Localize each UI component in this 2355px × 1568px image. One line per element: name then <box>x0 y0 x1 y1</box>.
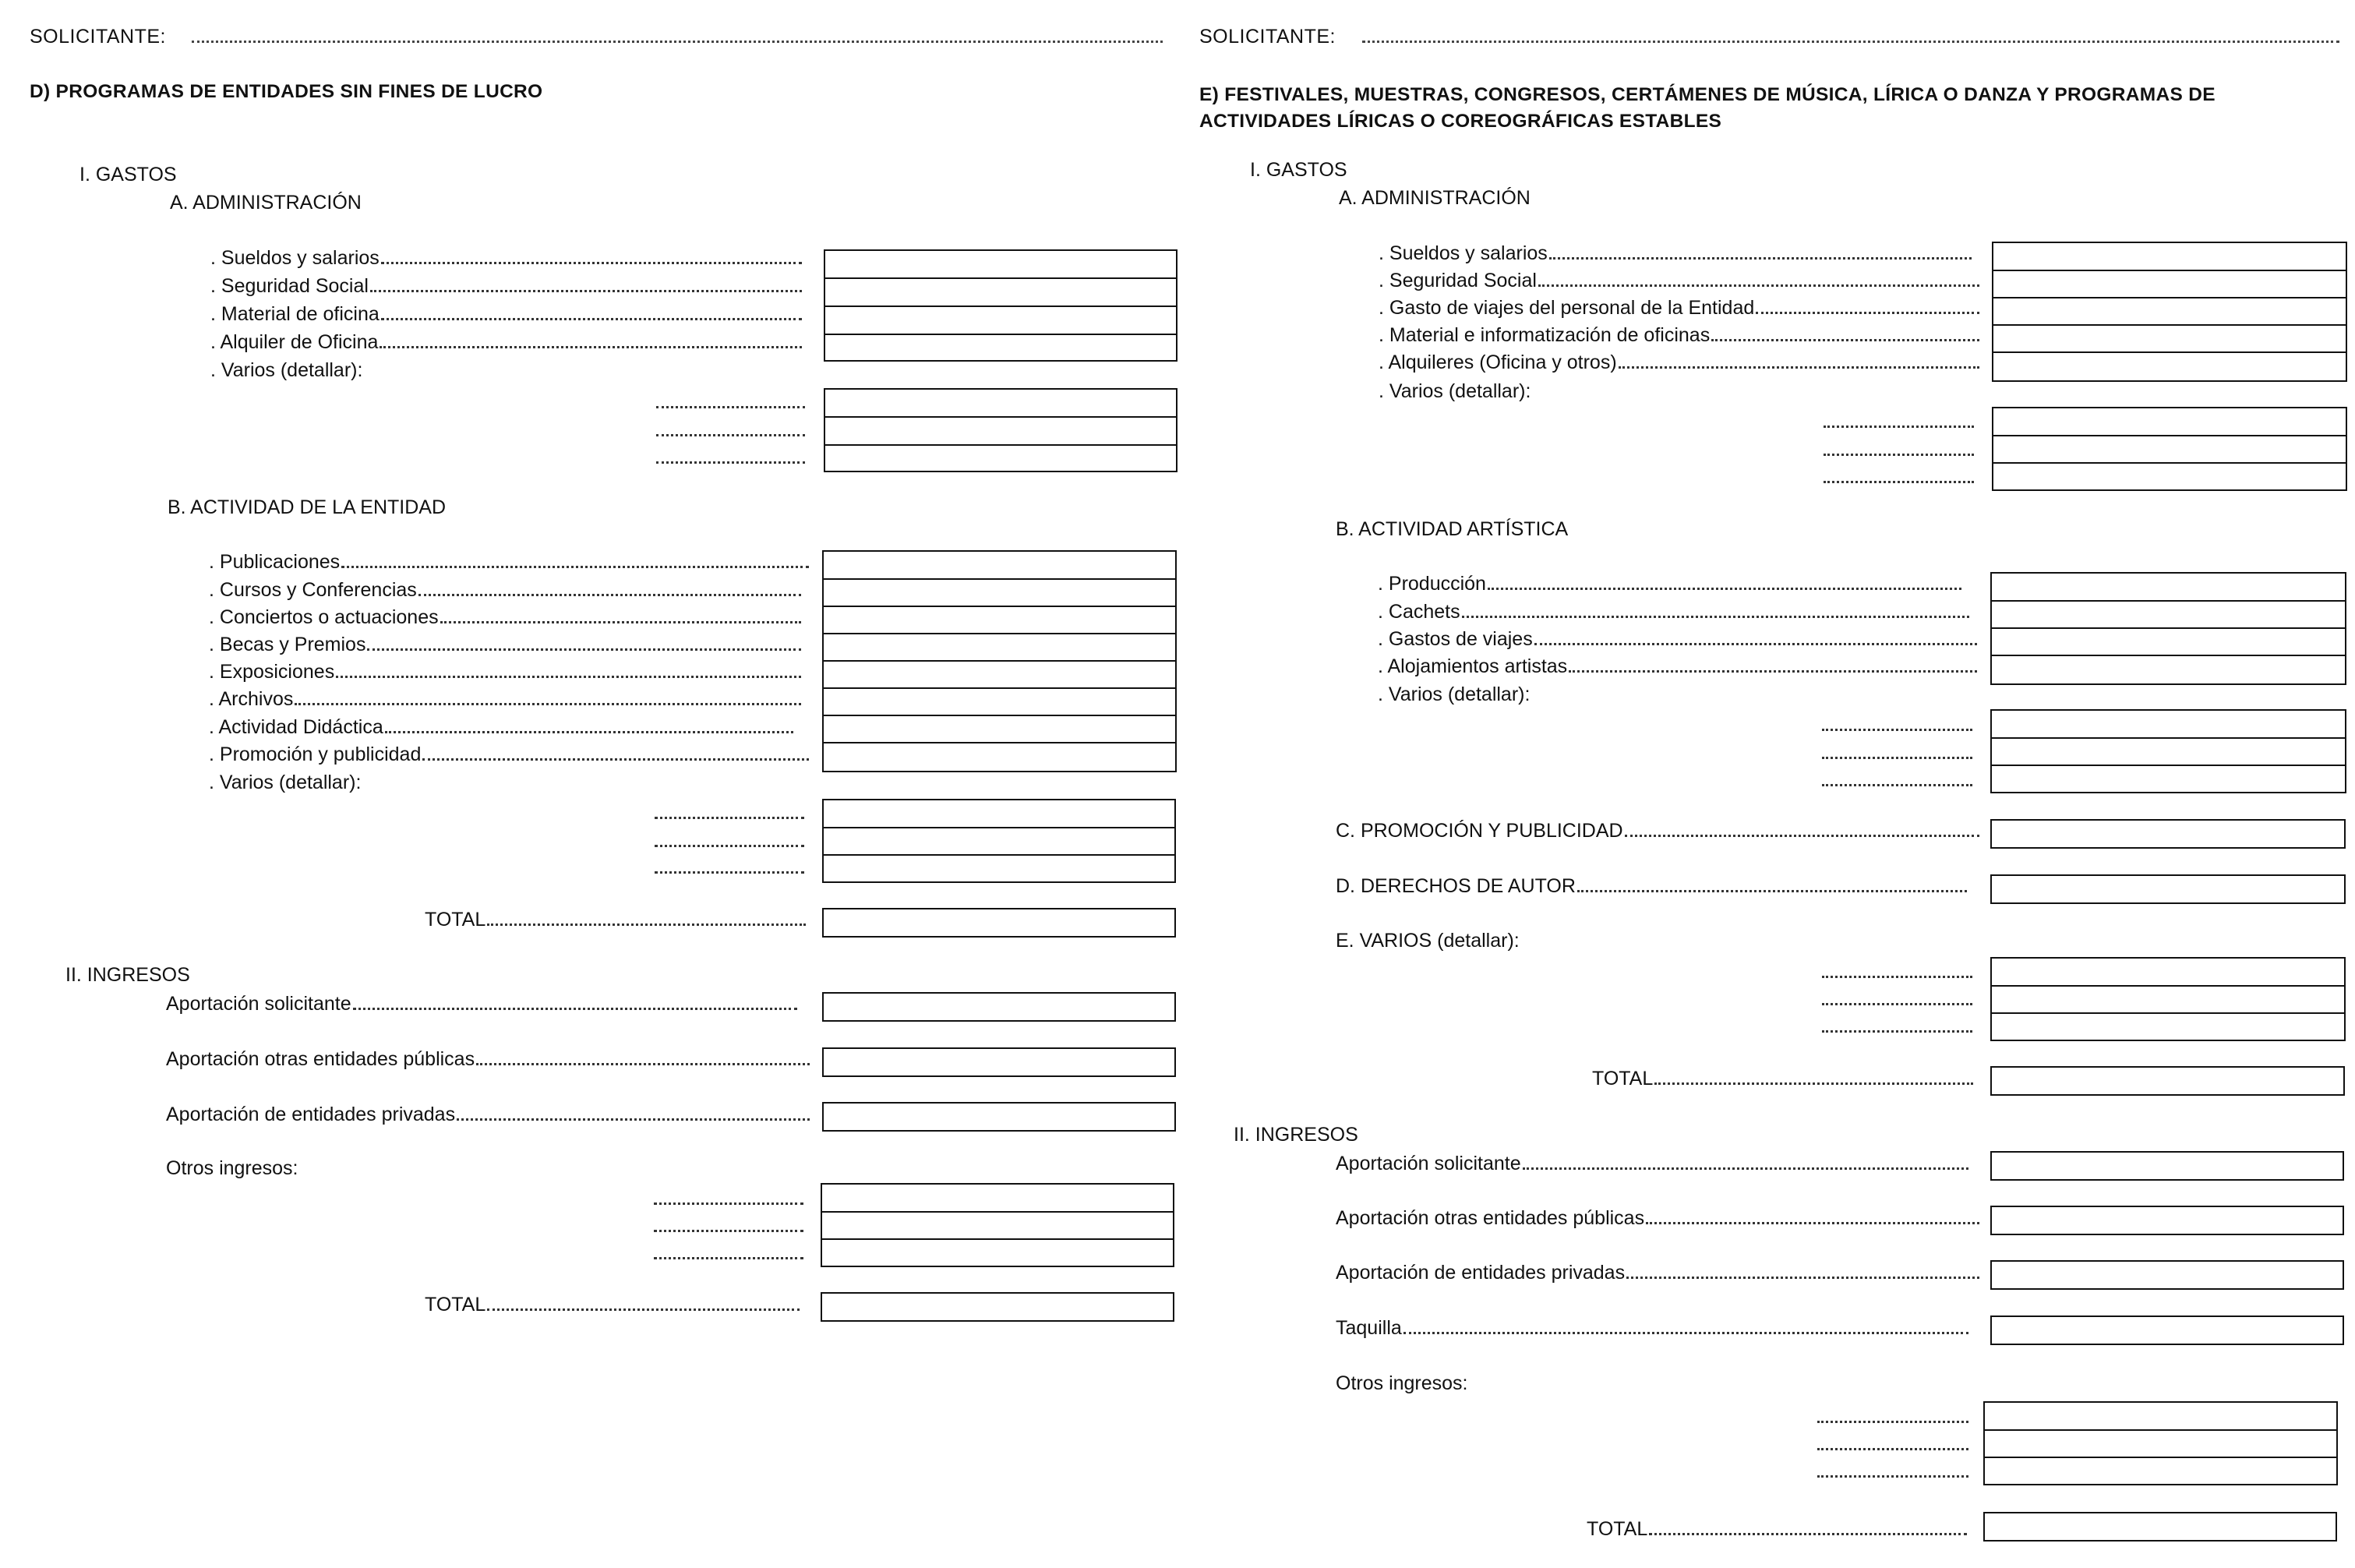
aportacion-privadas-box-left[interactable] <box>822 1102 1176 1132</box>
line-total-ingresos-right <box>1587 1517 1970 1541</box>
label: . Becas y Premios <box>209 634 366 655</box>
varios-e-heading: E. VARIOS (detallar): <box>1336 930 1520 952</box>
label: TOTAL <box>425 1294 486 1315</box>
line-aportacion-solicitante-right <box>1336 1152 1972 1175</box>
admin-heading-left: A. ADMINISTRACIÓN <box>170 192 362 214</box>
line-exposiciones <box>209 660 804 683</box>
promocion-box[interactable] <box>1990 819 2346 849</box>
aportacion-solicitante-box-left[interactable] <box>822 992 1176 1022</box>
label: . Exposiciones <box>209 661 335 683</box>
label: . Gasto de viajes del personal de la Entidad <box>1379 297 1755 319</box>
varios-line[interactable] <box>655 845 804 847</box>
line-total-gastos-right <box>1592 1067 1976 1090</box>
actividad-varios-boxes-left[interactable] <box>822 799 1176 883</box>
varios-line[interactable] <box>656 406 805 408</box>
line-gastos-viajes <box>1378 627 1980 651</box>
label: . Alquiler de Oficina <box>210 331 379 353</box>
label: . Promoción y publicidad <box>209 743 422 765</box>
admin-varios-left: . Varios (detallar): <box>210 359 363 381</box>
artistica-varios-boxes[interactable] <box>1990 709 2346 793</box>
artistica-heading: B. ACTIVIDAD ARTÍSTICA <box>1336 518 1569 540</box>
otros-line[interactable] <box>654 1257 803 1259</box>
admin-varios-right: . Varios (detallar): <box>1379 380 1531 402</box>
label: . Sueldos y salarios <box>1379 242 1548 264</box>
total-ingresos-box-right[interactable] <box>1983 1512 2337 1542</box>
line-aportacion-publicas-right <box>1336 1206 1983 1230</box>
admin-amount-boxes-left[interactable] <box>824 249 1178 362</box>
taquilla-box[interactable] <box>1990 1315 2344 1345</box>
line-taquilla <box>1336 1316 1972 1340</box>
varios-line[interactable] <box>656 461 805 464</box>
solicitante-field-right[interactable] <box>1362 41 2339 43</box>
label: Aportación de entidades privadas <box>166 1104 456 1125</box>
admin-heading-right: A. ADMINISTRACIÓN <box>1339 187 1531 209</box>
admin-amount-boxes-right[interactable] <box>1992 242 2347 382</box>
actividad-amount-boxes-left[interactable] <box>822 550 1177 772</box>
aportacion-publicas-box-right[interactable] <box>1990 1206 2344 1235</box>
line-aportacion-privadas-right <box>1336 1261 1983 1284</box>
varios-e-boxes[interactable] <box>1990 957 2346 1041</box>
label: . Material de oficina <box>210 303 380 325</box>
derechos-box[interactable] <box>1990 874 2346 904</box>
artistica-varios: . Varios (detallar): <box>1378 683 1531 705</box>
otros-ingresos-boxes-left[interactable] <box>821 1183 1174 1267</box>
label: . Seguridad Social <box>210 275 369 297</box>
varios-line[interactable] <box>1824 454 1974 456</box>
varios-line[interactable] <box>1822 1030 1972 1033</box>
varios-line[interactable] <box>1822 729 1972 731</box>
label: . Sueldos y salarios <box>210 247 380 269</box>
total-gastos-box-right[interactable] <box>1990 1066 2345 1096</box>
line-produccion <box>1378 572 1965 595</box>
gastos-heading-left: I. GASTOS <box>79 164 177 185</box>
line-cursos <box>209 578 804 602</box>
line-cachets <box>1378 600 1972 623</box>
varios-line[interactable] <box>1824 481 1974 483</box>
otros-line[interactable] <box>1817 1448 1968 1450</box>
label: . Seguridad Social <box>1379 270 1537 291</box>
section-title-e-2: ACTIVIDADES LÍRICAS O COREOGRÁFICAS ESTABLES <box>1199 111 1722 132</box>
aportacion-solicitante-box-right[interactable] <box>1990 1151 2344 1181</box>
line-seguridad-left <box>210 274 805 298</box>
line-promocion-left <box>209 743 812 766</box>
label: TOTAL <box>1587 1518 1648 1540</box>
otros-ingresos-right: Otros ingresos: <box>1336 1372 1468 1394</box>
solicitante-field-left[interactable] <box>192 41 1163 43</box>
line-didactica <box>209 715 796 739</box>
label: . Producción <box>1378 573 1486 595</box>
varios-line[interactable] <box>1822 784 1972 786</box>
line-derechos-autor <box>1336 874 1970 898</box>
otros-ingresos-boxes-right[interactable] <box>1983 1401 2338 1485</box>
line-sueldos-left <box>210 246 805 270</box>
varios-line[interactable] <box>1822 757 1972 759</box>
line-publicaciones <box>209 550 812 574</box>
varios-line[interactable] <box>1822 976 1972 978</box>
line-seguridad-right <box>1379 269 1983 292</box>
label: Aportación otras entidades públicas <box>166 1048 475 1070</box>
line-material-left <box>210 302 805 326</box>
label: D. DERECHOS DE AUTOR <box>1336 875 1576 897</box>
varios-line[interactable] <box>1824 426 1974 428</box>
varios-line[interactable] <box>655 817 804 819</box>
line-aportacion-solicitante-left <box>166 992 800 1015</box>
label: TOTAL <box>1592 1068 1654 1089</box>
total-gastos-box-left[interactable] <box>822 908 1176 938</box>
line-aportacion-publicas-left <box>166 1047 813 1071</box>
label: . Actividad Didáctica <box>209 716 383 738</box>
varios-line[interactable] <box>1822 1003 1972 1005</box>
aportacion-publicas-box-left[interactable] <box>822 1047 1176 1077</box>
line-gasto-viajes-personal <box>1379 296 1983 320</box>
total-ingresos-box-left[interactable] <box>821 1292 1174 1322</box>
solicitante-label-right: SOLICITANTE: <box>1199 26 1336 48</box>
label: . Archivos <box>209 688 294 710</box>
aportacion-privadas-box-right[interactable] <box>1990 1260 2344 1290</box>
varios-line[interactable] <box>655 871 804 874</box>
actividad-heading-left: B. ACTIVIDAD DE LA ENTIDAD <box>168 496 447 518</box>
line-sueldos-right <box>1379 242 1975 265</box>
section-title-e-1: E) FESTIVALES, MUESTRAS, CONGRESOS, CERTÁMENES DE MÚSICA, LÍRICA O DANZA Y PROGRAMAS DE <box>1199 84 2216 105</box>
label: . Alojamientos artistas <box>1378 655 1568 677</box>
label: . Cachets <box>1378 601 1460 623</box>
line-total-ingresos-left <box>425 1293 803 1316</box>
label: . Gastos de viajes <box>1378 628 1533 650</box>
line-promocion-publicidad <box>1336 819 1983 842</box>
label: TOTAL <box>425 909 486 931</box>
ingresos-heading-right: II. INGRESOS <box>1234 1124 1358 1146</box>
label: Taquilla <box>1336 1317 1402 1339</box>
ingresos-heading-left: II. INGRESOS <box>65 964 190 986</box>
line-alojamientos <box>1378 655 1980 678</box>
otros-line[interactable] <box>1817 1421 1968 1423</box>
label: . Conciertos o actuaciones <box>209 606 439 628</box>
label: . Material e informatización de oficinas <box>1379 324 1711 346</box>
label: Aportación otras entidades públicas <box>1336 1207 1645 1229</box>
otros-line[interactable] <box>1817 1475 1968 1478</box>
otros-ingresos-left: Otros ingresos: <box>166 1157 298 1179</box>
varios-line[interactable] <box>656 434 805 436</box>
gastos-heading-right: I. GASTOS <box>1250 159 1347 181</box>
admin-varios-boxes-left[interactable] <box>824 388 1178 472</box>
line-total-gastos-left <box>425 908 809 931</box>
line-alquileres <box>1379 351 1983 374</box>
label: . Publicaciones <box>209 551 341 573</box>
otros-line[interactable] <box>654 1230 803 1232</box>
label: C. PROMOCIÓN Y PUBLICIDAD <box>1336 820 1623 842</box>
label: Aportación solicitante <box>1336 1153 1521 1174</box>
label: Aportación de entidades privadas <box>1336 1262 1626 1284</box>
otros-line[interactable] <box>654 1202 803 1205</box>
solicitante-label-left: SOLICITANTE: <box>30 26 167 48</box>
line-alquiler-left <box>210 330 805 354</box>
admin-varios-boxes-right[interactable] <box>1992 407 2347 491</box>
label: Aportación solicitante <box>166 993 351 1015</box>
artistica-amount-boxes[interactable] <box>1990 572 2346 685</box>
line-archivos <box>209 687 804 711</box>
line-aportacion-privadas-left <box>166 1103 813 1126</box>
section-title-d: D) PROGRAMAS DE ENTIDADES SIN FINES DE LUCRO <box>30 81 543 102</box>
actividad-varios-left: . Varios (detallar): <box>209 772 362 793</box>
line-becas <box>209 633 804 656</box>
line-conciertos <box>209 606 804 629</box>
label: . Cursos y Conferencias <box>209 579 417 601</box>
line-material-informatizacion <box>1379 323 1983 347</box>
label: . Alquileres (Oficina y otros) <box>1379 351 1617 373</box>
